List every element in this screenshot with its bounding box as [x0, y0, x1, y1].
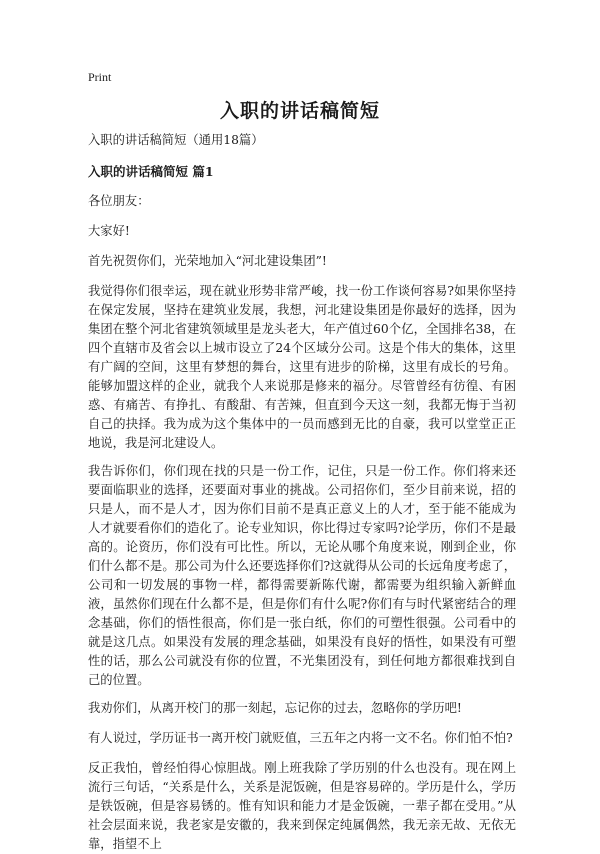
document-subtitle: 入职的讲话稿简短（通用18篇）: [88, 133, 264, 147]
print-link[interactable]: Print: [88, 70, 112, 84]
paragraph-body: 反正我怕，曾经怕得心惊胆战。刚上班我除了学历别的什么也没有。现在网上流行三句话，“关系是什么，关系是泥饭碗，但是容易碎的。学历是什么，学历是铁饭碗，但是容易锈的。惟有知识和能力才是金饭碗，一辈子都在受用。”从社会层面来说，我老家是安徽的，我来到保定纯属偶然，我无亲无故、无依无靠，指望不上: [88, 761, 516, 851]
paragraph-body: 有人说过，学历证书一离开校门就贬值，三五年之内将一文不名。你们怕不怕?: [88, 731, 513, 745]
document-body: [88, 131, 516, 854]
paragraph-congratulation: 首先祝贺你们，光荣地加入“河北建设集团”!: [88, 254, 327, 268]
paragraph-body: 我劝你们，从离开校门的那一刻起，忘记你的过去，忽略你的学历吧!: [88, 701, 462, 715]
paragraph-body: 我告诉你们，你们现在找的只是一份工作，记住，只是一份工作。你们将来还要面临职业的选择，还要面对事业的挑战。公司招你们，至少目前来说，招的只是人，而不是人才，因为你们目前不是真正意义上的人才，至于能不能成为人才就要看你们的造化了。论专业知识，你比得过专家吗?论学历，你们不是最高的。论资历，你们没有可比性。所以，无论从哪个角度来说，刚到企业，你们什么都不是。那公司为什么还要选择你们?这就得从公司的长远角度考虑了，公司和一切发展的事物一样，都得需要新陈代谢，都需要为组织输入新鲜血液，虽然你们现在什么都不是，但是你们有什么呢?你们有与时代紧密结合的理念基础，你们的悟性很高，你们是一张白纸，你们的可塑性很强。公司看中的就是这几点。如果没有发展的理念基础，如果没有良好的悟性，如果没有可塑性的话，那么公司就没有你的位置，不光集团没有，到任何地方都很难找到自己的位置。: [88, 464, 516, 687]
paragraph-hello: 大家好!: [88, 224, 130, 238]
paragraph-body: 我觉得你们很幸运，现在就业形势非常严峻，找一份工作谈何容易?如果你坚持在保定发展，坚持在建筑业发展，我想，河北建设集团是你最好的选择，因为集团在整个河北省建筑领域里是龙头老大，年产值过60个亿，全国排名38，在四个直辖市及省会以上城市设立了24个区域分公司。这是个伟大的集体，这里有广阔的空间，这里有梦想的舞台，这里有进步的阶梯，这里有成长的号角。能够加盟这样的企业，就我个人来说那是修来的福分。尽管曾经有彷徨、有困惑、有痛苦、有挣扎、有酸甜、有苦辣，但直到今天这一刻，我都无悔于当初自己的抉择。我为成为这个集体中的一员而感到无比的自豪，我可以堂堂正正地说，我是河北建设人。: [88, 284, 516, 450]
section-heading: 入职的讲话稿简短 篇1: [88, 164, 214, 179]
page-title: 入职的讲话稿简短: [219, 100, 380, 122]
paragraph-greeting: 各位朋友：: [88, 194, 150, 208]
